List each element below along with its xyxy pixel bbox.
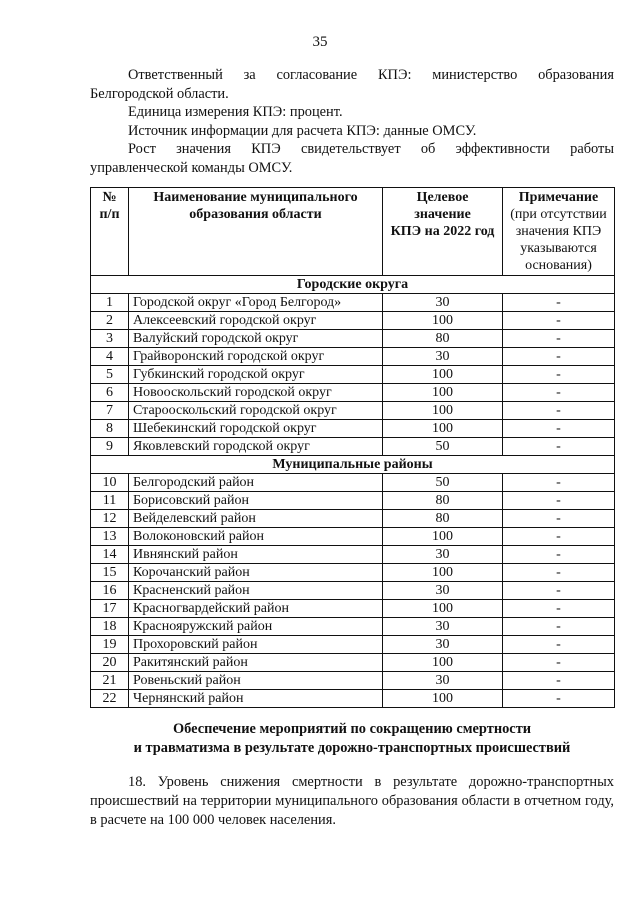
table-row <box>91 348 615 366</box>
cell-name: Краснояружский район <box>129 618 383 636</box>
cell-name: Красногвардейский район <box>129 600 383 618</box>
header-value-line1: Целевое значение <box>414 190 471 222</box>
cell-note: - <box>503 528 615 546</box>
cell-note: - <box>503 546 615 564</box>
cell-value: 100 <box>383 654 503 672</box>
table-row <box>91 492 615 510</box>
cell-value: 100 <box>383 312 503 330</box>
cell-name: Старооскольский городской округ <box>129 402 383 420</box>
cell-name: Ивнянский район <box>129 546 383 564</box>
cell-num: 10 <box>91 474 129 492</box>
cell-num: 12 <box>91 510 129 528</box>
cell-name: Ровеньский район <box>129 672 383 690</box>
section-title <box>90 720 614 758</box>
cell-name: Ракитянский район <box>129 654 383 672</box>
cell-num: 20 <box>91 654 129 672</box>
group-label-municipal-districts: Муниципальные районы <box>91 456 615 474</box>
cell-num: 22 <box>91 690 129 708</box>
cell-num: 17 <box>91 600 129 618</box>
cell-num: 13 <box>91 528 129 546</box>
cell-note: - <box>503 672 615 690</box>
table-row <box>91 474 615 492</box>
cell-note: - <box>503 510 615 528</box>
group-row-urban-districts <box>91 276 615 294</box>
cell-num: 18 <box>91 618 129 636</box>
cell-note: - <box>503 636 615 654</box>
cell-note: - <box>503 618 615 636</box>
table-row <box>91 618 615 636</box>
cell-note: - <box>503 654 615 672</box>
cell-value: 50 <box>383 438 503 456</box>
cell-name: Алексеевский городской округ <box>129 312 383 330</box>
cell-name: Корочанский район <box>129 564 383 582</box>
cell-note: - <box>503 474 615 492</box>
cell-value: 80 <box>383 492 503 510</box>
cell-note: - <box>503 402 615 420</box>
cell-value: 30 <box>383 582 503 600</box>
table-row <box>91 672 615 690</box>
cell-note: - <box>503 600 615 618</box>
outro-paragraph-18: 18. Уровень снижения смертности в результате дорожно-транспортных происшествий на территории муниципального образования области в отчетном году, в расчете на 100 000 человек населения. <box>90 774 614 828</box>
cell-name: Новооскольский городской округ <box>129 384 383 402</box>
cell-num: 19 <box>91 636 129 654</box>
cell-num: 4 <box>91 348 129 366</box>
cell-value: 50 <box>383 474 503 492</box>
cell-name: Прохоровский район <box>129 636 383 654</box>
table-row <box>91 402 615 420</box>
cell-note: - <box>503 348 615 366</box>
cell-value: 30 <box>383 348 503 366</box>
cell-name: Грайворонский городской округ <box>129 348 383 366</box>
cell-num: 1 <box>91 294 129 312</box>
table-row <box>91 546 615 564</box>
cell-num: 8 <box>91 420 129 438</box>
cell-value: 30 <box>383 618 503 636</box>
cell-name: Красненский район <box>129 582 383 600</box>
section-title-line1: Обеспечение мероприятий по сокращению смертности <box>172 721 532 737</box>
header-value <box>383 188 503 276</box>
cell-name: Яковлевский городской округ <box>129 438 383 456</box>
cell-value: 100 <box>383 402 503 420</box>
table-row <box>91 654 615 672</box>
intro-paragraph-growth: Рост значения КПЭ свидетельствует об эффективности работы <box>128 141 614 157</box>
cell-note: - <box>503 438 615 456</box>
table-header-row <box>91 188 615 276</box>
cell-value: 80 <box>383 510 503 528</box>
cell-num: 14 <box>91 546 129 564</box>
cell-name: Шебекинский городской округ <box>129 420 383 438</box>
cell-value: 30 <box>383 546 503 564</box>
cell-note: - <box>503 312 615 330</box>
table-row <box>91 690 615 708</box>
intro-paragraph-responsible: Ответственный за согласование КПЭ: министерство образования <box>128 67 614 83</box>
header-name: Наименование муниципального образования области <box>129 188 383 276</box>
intro-text <box>90 66 614 177</box>
cell-note: - <box>503 564 615 582</box>
table-row <box>91 600 615 618</box>
intro-paragraph-source: Источник информации для расчета КПЭ: данные ОМСУ. <box>128 122 477 139</box>
page-number: 35 <box>312 34 328 50</box>
group-label-urban-districts: Городские округа <box>91 276 615 294</box>
cell-name: Белгородский район <box>129 474 383 492</box>
cell-name: Борисовский район <box>129 492 383 510</box>
cell-num: 2 <box>91 312 129 330</box>
cell-note: - <box>503 366 615 384</box>
table-row <box>91 438 615 456</box>
outro-text <box>90 773 614 830</box>
header-note <box>503 188 615 276</box>
cell-value: 100 <box>383 600 503 618</box>
cell-value: 80 <box>383 330 503 348</box>
cell-note: - <box>503 384 615 402</box>
cell-num: 15 <box>91 564 129 582</box>
header-note-line1: Примечание <box>518 190 599 205</box>
table-row <box>91 312 615 330</box>
table-row <box>91 330 615 348</box>
cell-note: - <box>503 582 615 600</box>
cell-num: 9 <box>91 438 129 456</box>
cell-num: 16 <box>91 582 129 600</box>
cell-name: Волоконовский район <box>129 528 383 546</box>
header-value-line2: КПЭ на 2022 год <box>390 224 495 239</box>
intro-paragraph-responsible-cont: Белгородской области. <box>90 85 229 102</box>
cell-value: 100 <box>383 690 503 708</box>
table-row <box>91 384 615 402</box>
cell-num: 6 <box>91 384 129 402</box>
cell-value: 30 <box>383 672 503 690</box>
cell-note: - <box>503 690 615 708</box>
cell-num: 5 <box>91 366 129 384</box>
cell-value: 100 <box>383 420 503 438</box>
cell-name: Чернянский район <box>129 690 383 708</box>
cell-num: 11 <box>91 492 129 510</box>
cell-note: - <box>503 330 615 348</box>
cell-note: - <box>503 294 615 312</box>
table-row <box>91 294 615 312</box>
table-row <box>91 582 615 600</box>
cell-value: 30 <box>383 636 503 654</box>
intro-paragraph-unit: Единица измерения КПЭ: процент. <box>128 104 343 120</box>
section-title-line2: и травматизма в результате дорожно-транспортных происшествий <box>133 740 571 756</box>
kpe-table <box>90 187 615 708</box>
intro-paragraph-growth-cont: управленческой команды ОМСУ. <box>90 159 293 176</box>
cell-num: 3 <box>91 330 129 348</box>
table-row <box>91 528 615 546</box>
cell-value: 30 <box>383 294 503 312</box>
cell-value: 100 <box>383 366 503 384</box>
cell-num: 7 <box>91 402 129 420</box>
header-num: № п/п <box>91 188 129 276</box>
cell-note: - <box>503 420 615 438</box>
cell-value: 100 <box>383 528 503 546</box>
group-row-municipal-districts <box>91 456 615 474</box>
cell-note: - <box>503 492 615 510</box>
table-row <box>91 510 615 528</box>
table-row <box>91 420 615 438</box>
cell-name: Вейделевский район <box>129 510 383 528</box>
cell-num: 21 <box>91 672 129 690</box>
table-row <box>91 564 615 582</box>
table-row <box>91 636 615 654</box>
header-note-line2: (при отсутствии значения КПЭ указываются основания) <box>510 207 607 273</box>
cell-value: 100 <box>383 384 503 402</box>
cell-name: Валуйский городской округ <box>129 330 383 348</box>
cell-value: 100 <box>383 564 503 582</box>
cell-name: Городской округ «Город Белгород» <box>129 294 383 312</box>
cell-name: Губкинский городской округ <box>129 366 383 384</box>
table-row <box>91 366 615 384</box>
